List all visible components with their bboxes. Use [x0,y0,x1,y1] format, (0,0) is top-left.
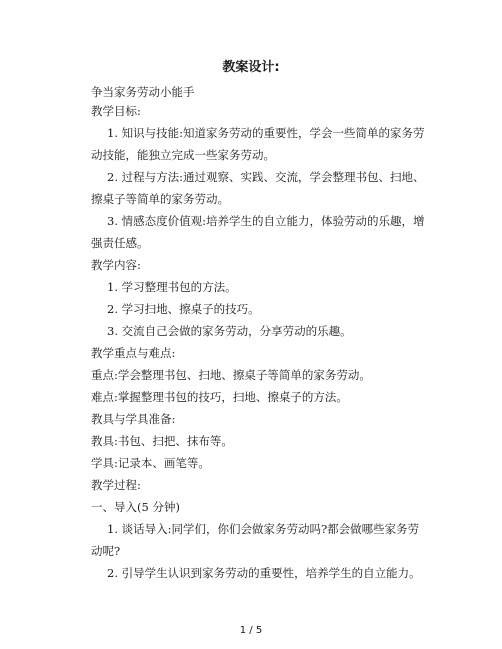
section-heading-objectives: 教学目标: [91,104,141,118]
paragraph-line: 学具:记录本、画笔等。 [91,456,210,470]
paragraph-line: 2. 引导学生认识到家务劳动的重要性，培养学生的自立能力。 [107,566,421,580]
page-number: 1 / 5 [239,625,263,636]
paragraph-line: 1. 谈话导入:同学们，你们会做家务劳动吗?都会做哪些家务劳 [107,522,420,536]
section-heading-materials: 教具与学具准备: [91,412,176,426]
paragraph-line: 动技能，能独立完成一些家务劳动。 [91,148,275,162]
paragraph-line: 难点:掌握整理书包的技巧，扫地、擦桌子的方法。 [91,390,348,404]
section-heading-content: 教学内容: [91,258,141,272]
list-item: 3. 交流自己会做的家务劳动，分享劳动的乐趣。 [107,324,352,338]
paragraph-line: 3. 情感态度价值观:培养学生的自立能力，体验劳动的乐趣，增 [107,214,425,228]
list-item: 2. 学习扫地、擦桌子的技巧。 [107,302,260,316]
paragraph-line: 强责任感。 [91,236,149,250]
paragraph-line: 重点:学会整理书包、扫地、擦桌子等简单的家务劳动。 [91,368,371,382]
paragraph-line: 擦桌子等简单的家务劳动。 [91,192,229,206]
section-heading-process: 教学过程: [91,478,141,492]
list-item: 1. 学习整理书包的方法。 [107,280,237,294]
section-heading-key-points: 教学重点与难点: [91,346,176,360]
paragraph-line: 教具:书包、扫把、抹布等。 [91,434,233,448]
paragraph-line: 1. 知识与技能:知道家务劳动的重要性，学会一些简单的家务劳 [107,126,425,140]
page-title: 教案设计: [222,60,280,75]
paragraph-line: 2. 过程与方法:通过观察、实践、交流，学会整理书包、扫地、 [107,170,425,184]
paragraph-line: 动呢? [91,544,121,558]
lesson-topic: 争当家务劳动小能手 [91,85,195,99]
subsection-heading: 一、导入(5 分钟) [91,500,180,514]
